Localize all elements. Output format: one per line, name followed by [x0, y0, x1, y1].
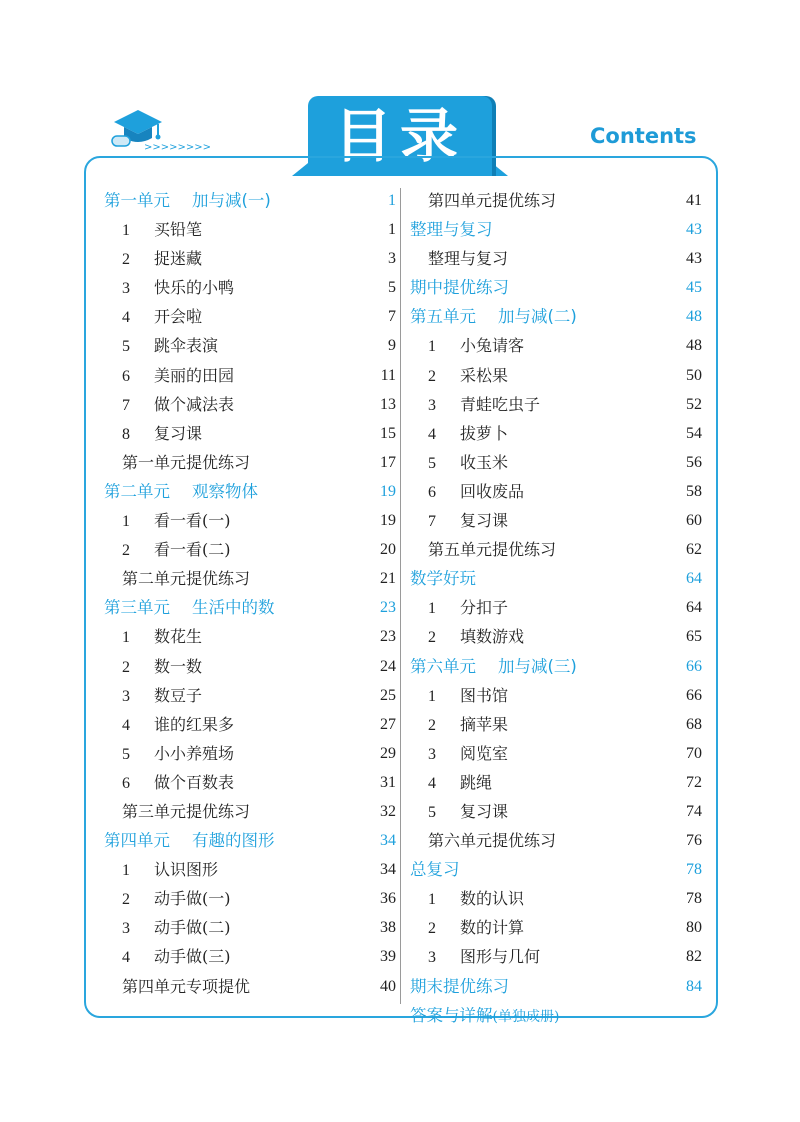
- toc-lesson-row[interactable]: [100, 913, 396, 942]
- toc-page-number: 39: [380, 948, 396, 966]
- toc-practice-row[interactable]: [406, 186, 702, 215]
- lesson-title: 青蛙吃虫子: [460, 394, 541, 414]
- toc-lesson-row[interactable]: [406, 419, 702, 448]
- toc-entry-label: [428, 506, 508, 536]
- toc-page-number: 52: [686, 395, 702, 413]
- toc-unit-row[interactable]: [100, 186, 396, 215]
- lesson-number: 3: [428, 949, 436, 967]
- toc-entry-label: [122, 622, 202, 652]
- toc-page-number: 74: [686, 802, 702, 820]
- lesson-number: 1: [428, 687, 436, 705]
- unit-name: 第二单元: [104, 481, 170, 501]
- lesson-number: 2: [428, 367, 436, 385]
- toc-page-number: 36: [380, 890, 396, 908]
- toc-entry-label: [122, 215, 202, 245]
- toc-page-number: 23: [380, 628, 396, 646]
- toc-lesson-row[interactable]: [406, 681, 702, 710]
- toc-page-number: 17: [380, 453, 396, 471]
- lesson-number: 2: [428, 920, 436, 938]
- toc-page-number: 66: [686, 657, 702, 675]
- lesson-number: 8: [122, 425, 130, 443]
- toc-entry-label: [104, 593, 275, 622]
- toc-lesson-row[interactable]: [100, 855, 396, 884]
- toc-unit-row[interactable]: [100, 826, 396, 855]
- toc-entry-label: 第六单元提优练习: [428, 831, 557, 851]
- toc-lesson-row[interactable]: [406, 361, 702, 390]
- toc-page-number: 11: [380, 366, 396, 384]
- lesson-title: 快乐的小鸭: [154, 278, 235, 298]
- lesson-title: 数一数: [154, 656, 203, 676]
- toc-entry-label: [122, 913, 231, 943]
- toc-entry-label: 整理与复习: [428, 249, 509, 269]
- toc-page-number: 15: [380, 424, 396, 442]
- lesson-number: 6: [122, 367, 130, 385]
- lesson-number: 1: [122, 629, 130, 647]
- toc-entry-label: [122, 768, 234, 798]
- toc-unit-row[interactable]: [406, 273, 702, 302]
- toc-entry-label: [122, 390, 234, 420]
- toc-lesson-row[interactable]: [100, 390, 396, 419]
- toc-lesson-row[interactable]: [100, 215, 396, 244]
- toc-lesson-row[interactable]: [100, 331, 396, 360]
- toc-page-number: 65: [686, 628, 702, 646]
- toc-entry-label: [122, 361, 234, 391]
- lesson-title: 动手做(一): [154, 889, 231, 909]
- lesson-title: 捉迷藏: [154, 249, 203, 269]
- lesson-number: 3: [122, 920, 130, 938]
- lesson-title: 摘苹果: [460, 714, 509, 734]
- toc-unit-row[interactable]: [406, 564, 702, 593]
- toc-left-column: [100, 186, 396, 1001]
- toc-entry-label: [428, 331, 524, 361]
- toc-entry-label: [122, 942, 231, 972]
- toc-page-number: 7: [388, 308, 396, 326]
- toc-right-column: [406, 186, 702, 1030]
- toc-lesson-row[interactable]: [100, 506, 396, 535]
- toc-page-number: 68: [686, 715, 702, 733]
- toc-practice-row[interactable]: [406, 535, 702, 564]
- toc-page-number: 19: [380, 512, 396, 530]
- toc-unit-row[interactable]: [406, 652, 702, 681]
- toc-entry-label: 期末提优练习: [410, 976, 509, 996]
- toc-lesson-row[interactable]: [100, 681, 396, 710]
- toc-unit-row[interactable]: [406, 972, 702, 1001]
- toc-entry-label: [122, 244, 202, 274]
- toc-lesson-row[interactable]: [406, 622, 702, 651]
- toc-entry-label: 第四单元专项提优: [122, 976, 251, 996]
- toc-practice-row[interactable]: [406, 826, 702, 855]
- answers-note: (单独成册): [492, 1008, 560, 1025]
- unit-topic: 加与减(一): [192, 191, 271, 210]
- page-title: 目录: [333, 102, 466, 170]
- toc-lesson-row[interactable]: [406, 768, 702, 797]
- unit-topic: 观察物体: [192, 481, 258, 501]
- toc-entry-label: 整理与复习: [410, 220, 493, 240]
- unit-topic: 加与减(二): [498, 307, 577, 327]
- lesson-title: 跳绳: [460, 772, 493, 792]
- lesson-title: 填数游戏: [460, 627, 525, 647]
- lesson-title: 图形与几何: [460, 947, 541, 967]
- toc-page-number: 43: [686, 250, 702, 268]
- toc-entry-label: [122, 506, 231, 536]
- toc-entry-label: 数学好玩: [410, 569, 476, 589]
- toc-entry-label: [122, 884, 231, 914]
- toc-page-number: 50: [686, 366, 702, 384]
- lesson-number: 1: [122, 513, 130, 531]
- lesson-number: 2: [122, 251, 130, 269]
- toc-entry-label: [122, 273, 234, 303]
- toc-entry-label: [428, 942, 540, 972]
- toc-page-number: 5: [388, 279, 396, 297]
- toc-entry-label: [410, 1001, 559, 1032]
- lesson-title: 数花生: [154, 627, 203, 647]
- lesson-title: 分扣子: [460, 598, 509, 618]
- lesson-title: 做个减法表: [154, 394, 235, 414]
- toc-lesson-row[interactable]: [100, 419, 396, 448]
- lesson-number: 4: [122, 716, 130, 734]
- toc-lesson-row[interactable]: [406, 884, 702, 913]
- toc-page-number: 38: [380, 919, 396, 937]
- lesson-number: 3: [428, 745, 436, 763]
- lesson-title: 复习课: [460, 511, 509, 531]
- toc-entry-label: [122, 710, 234, 740]
- toc-lesson-row[interactable]: [406, 331, 702, 360]
- toc-entry-label: [410, 302, 577, 331]
- toc-page-number: 48: [686, 308, 702, 326]
- toc-entry-label: [410, 652, 577, 681]
- toc-unit-row[interactable]: [406, 855, 702, 884]
- toc-entry-label: [428, 477, 524, 507]
- lesson-title: 动手做(二): [154, 918, 231, 938]
- toc-page-number: 20: [380, 541, 396, 559]
- toc-practice-row[interactable]: [100, 448, 396, 477]
- toc-page-number: 78: [686, 861, 702, 879]
- toc-page-number: 1: [388, 192, 396, 209]
- toc-entry-label: [122, 302, 202, 332]
- toc-lesson-row[interactable]: [100, 244, 396, 273]
- lesson-number: 2: [122, 542, 130, 560]
- lesson-title: 复习课: [154, 423, 203, 443]
- svg-text:>>>>>>>>: >>>>>>>>: [144, 142, 212, 153]
- lesson-number: 1: [428, 891, 436, 909]
- toc-page-number: 58: [686, 482, 702, 500]
- lesson-number: 4: [428, 774, 436, 792]
- lesson-number: 6: [428, 483, 436, 501]
- unit-name: 第四单元: [104, 831, 170, 851]
- toc-entry-label: [104, 186, 271, 215]
- toc-page-number: 31: [380, 773, 396, 791]
- toc-lesson-row[interactable]: [100, 273, 396, 302]
- toc-practice-row[interactable]: [100, 797, 396, 826]
- toc-entry-label: [428, 448, 508, 478]
- lesson-title: 图书馆: [460, 685, 509, 705]
- toc-entry-label: [122, 652, 202, 682]
- toc-entry-label: 期中提优练习: [410, 278, 509, 298]
- toc-lesson-row[interactable]: [406, 739, 702, 768]
- toc-lesson-row[interactable]: [100, 768, 396, 797]
- lesson-number: 1: [428, 600, 436, 618]
- toc-lesson-row[interactable]: [406, 477, 702, 506]
- toc-lesson-row[interactable]: [406, 506, 702, 535]
- lesson-number: 7: [428, 513, 436, 531]
- toc-page-number: 72: [686, 773, 702, 791]
- lesson-title: 小兔请客: [460, 336, 525, 356]
- toc-lesson-row[interactable]: [100, 622, 396, 651]
- toc-entry-label: [428, 739, 508, 769]
- page-subtitle: Contents: [590, 124, 697, 148]
- toc-entry-label: [428, 390, 540, 420]
- toc-page-number: 76: [686, 832, 702, 850]
- toc-page-number: 43: [686, 221, 702, 239]
- toc-unit-row[interactable]: [406, 302, 702, 331]
- lesson-title: 动手做(三): [154, 947, 231, 967]
- lesson-number: 3: [428, 396, 436, 414]
- unit-topic: 加与减(三): [498, 656, 577, 676]
- toc-page-number: 34: [380, 861, 396, 879]
- toc-entry-label: [122, 739, 234, 769]
- toc-page-number: 29: [380, 744, 396, 762]
- toc-entry-label: 第一单元提优练习: [122, 452, 251, 472]
- toc-entry-label: [122, 855, 218, 885]
- lesson-number: 1: [122, 862, 130, 880]
- toc-entry-label: [428, 622, 524, 652]
- toc-page-number: 13: [380, 395, 396, 413]
- lesson-number: 2: [122, 891, 130, 909]
- toc-lesson-row[interactable]: [100, 739, 396, 768]
- toc-lesson-row[interactable]: [406, 797, 702, 826]
- lesson-title: 美丽的田园: [154, 365, 235, 385]
- toc-entry-label: [122, 331, 218, 361]
- toc-page-number: 41: [686, 192, 702, 209]
- lesson-number: 6: [122, 774, 130, 792]
- lesson-title: 开会啦: [154, 307, 203, 327]
- toc-entry-label: [122, 681, 202, 711]
- toc-page-number: 9: [388, 337, 396, 355]
- toc-entry-label: 第五单元提优练习: [428, 540, 557, 560]
- lesson-number: 5: [122, 745, 130, 763]
- toc-lesson-row[interactable]: [100, 710, 396, 739]
- lesson-title: 采松果: [460, 365, 509, 385]
- lesson-number: 5: [428, 454, 436, 472]
- toc-entry-label: 第三单元提优练习: [122, 801, 251, 821]
- toc-lesson-row[interactable]: [100, 942, 396, 971]
- toc-lesson-row[interactable]: [100, 652, 396, 681]
- toc-practice-row[interactable]: [100, 564, 396, 593]
- lesson-title: 数的计算: [460, 918, 525, 938]
- toc-entry-label: 总复习: [410, 860, 460, 880]
- toc-entry-label: [428, 419, 508, 449]
- toc-page-number: 32: [380, 802, 396, 820]
- toc-lesson-row[interactable]: [100, 884, 396, 913]
- toc-page-number: 34: [380, 832, 396, 850]
- toc-page-number: 80: [686, 919, 702, 937]
- lesson-title: 买铅笔: [154, 220, 203, 240]
- lesson-number: 2: [122, 658, 130, 676]
- toc-entry-label: [428, 913, 524, 943]
- graduation-cap-icon: [108, 106, 212, 154]
- toc-entry-label: 第二单元提优练习: [122, 569, 251, 589]
- toc-page-number: 48: [686, 337, 702, 355]
- unit-name: 第一单元: [104, 191, 170, 210]
- lesson-title: 拔萝卜: [460, 423, 509, 443]
- lesson-title: 数豆子: [154, 685, 203, 705]
- toc-page-number: 1: [388, 221, 396, 239]
- lesson-number: 2: [428, 716, 436, 734]
- lesson-number: 3: [122, 687, 130, 705]
- unit-topic: 生活中的数: [192, 598, 275, 618]
- toc-page-number: 40: [380, 977, 396, 995]
- answers-title: 答案与详解: [410, 1005, 493, 1025]
- toc-page-number: 60: [686, 512, 702, 530]
- toc-page-number: 19: [380, 482, 396, 500]
- lesson-title: 跳伞表演: [154, 336, 219, 356]
- lesson-number: 4: [122, 949, 130, 967]
- toc-page-number: 70: [686, 744, 702, 762]
- toc-lesson-row[interactable]: [100, 302, 396, 331]
- lesson-title: 数的认识: [460, 889, 525, 909]
- toc-page-number: 3: [388, 250, 396, 268]
- toc-page-number: 64: [686, 599, 702, 617]
- toc-page-number: 24: [380, 657, 396, 675]
- toc-lesson-row[interactable]: [406, 593, 702, 622]
- toc-entry-label: [428, 361, 508, 391]
- toc-entry-label: [428, 681, 508, 711]
- toc-entry-label: [104, 477, 258, 506]
- toc-lesson-row[interactable]: [100, 361, 396, 390]
- toc-lesson-row[interactable]: [100, 535, 396, 564]
- lesson-title: 认识图形: [154, 860, 219, 880]
- lesson-number: 4: [428, 425, 436, 443]
- lesson-title: 看一看(一): [154, 511, 231, 531]
- unit-name: 第三单元: [104, 598, 170, 618]
- lesson-title: 复习课: [460, 801, 509, 821]
- toc-entry-label: [428, 593, 508, 623]
- toc-unit-row[interactable]: [100, 477, 396, 506]
- unit-topic: 有趣的图形: [192, 831, 275, 851]
- toc-entry-label: [428, 710, 508, 740]
- lesson-title: 看一看(二): [154, 540, 231, 560]
- toc-entry-label: [428, 884, 524, 914]
- toc-entry-label: [104, 826, 275, 855]
- toc-page-number: 56: [686, 453, 702, 471]
- lesson-number: 7: [122, 396, 130, 414]
- lesson-title: 谁的红果多: [154, 714, 235, 734]
- toc-page-number: 45: [686, 279, 702, 297]
- toc-lesson-row[interactable]: [406, 448, 702, 477]
- toc-lesson-row[interactable]: [406, 913, 702, 942]
- toc-entry-label: [428, 768, 492, 798]
- toc-page-number: 21: [380, 570, 396, 588]
- lesson-number: 1: [122, 222, 130, 240]
- toc-entry-label: 第四单元提优练习: [428, 191, 557, 210]
- toc-sub-row[interactable]: [406, 244, 702, 273]
- lesson-number: 5: [122, 338, 130, 356]
- lesson-title: 收玉米: [460, 452, 509, 472]
- toc-page-number: 82: [686, 948, 702, 966]
- lesson-title: 回收废品: [460, 481, 525, 501]
- toc-page-number: 27: [380, 715, 396, 733]
- lesson-number: 2: [428, 629, 436, 647]
- toc-entry-label: [428, 797, 508, 827]
- toc-unit-row[interactable]: [406, 215, 702, 244]
- lesson-number: 1: [428, 338, 436, 356]
- lesson-title: 小小养殖场: [154, 743, 235, 763]
- unit-name: 第五单元: [410, 307, 476, 327]
- toc-entry-label: [122, 419, 202, 449]
- toc-lesson-row[interactable]: [406, 710, 702, 739]
- toc-page-number: 66: [686, 686, 702, 704]
- toc-lesson-row[interactable]: [406, 942, 702, 971]
- toc-page-number: 64: [686, 570, 702, 588]
- toc-practice-row[interactable]: [100, 972, 396, 1001]
- toc-page-number: 78: [686, 890, 702, 908]
- toc-lesson-row[interactable]: [406, 390, 702, 419]
- column-divider: [400, 188, 401, 1004]
- lesson-number: 5: [428, 803, 436, 821]
- toc-entry-label: [122, 535, 231, 565]
- toc-unit-row[interactable]: [406, 1001, 702, 1030]
- unit-name: 第六单元: [410, 656, 476, 676]
- lesson-title: 阅览室: [460, 743, 509, 763]
- toc-page-number: 84: [686, 977, 702, 995]
- lesson-number: 4: [122, 309, 130, 327]
- toc-page-number: 62: [686, 541, 702, 559]
- lesson-number: 3: [122, 280, 130, 298]
- toc-unit-row[interactable]: [100, 593, 396, 622]
- toc-page-number: 54: [686, 424, 702, 442]
- toc-page-number: 23: [380, 599, 396, 617]
- lesson-title: 做个百数表: [154, 772, 235, 792]
- toc-page-number: 25: [380, 686, 396, 704]
